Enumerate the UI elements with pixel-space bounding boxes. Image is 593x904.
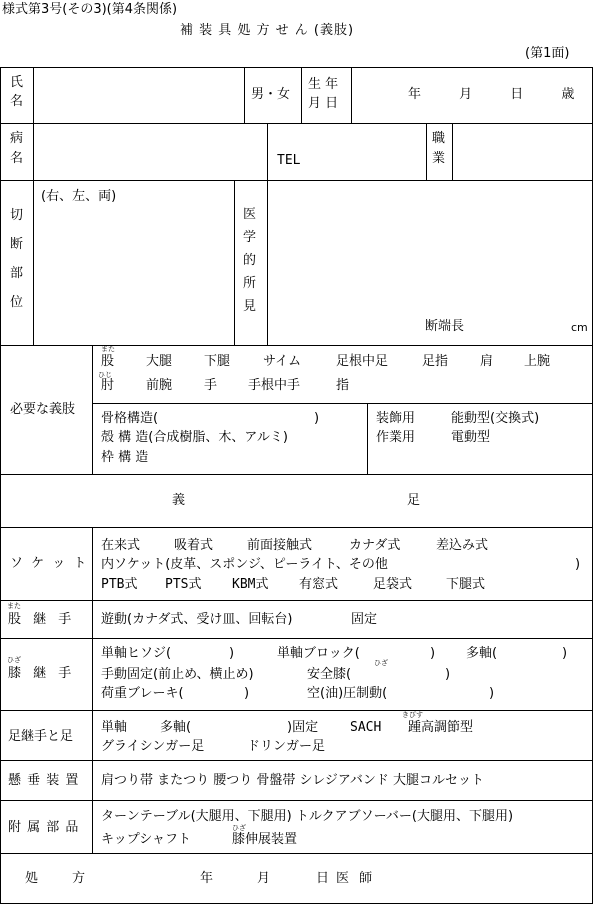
birth-label-bottom: 月 日 — [308, 96, 339, 111]
hip-fixed[interactable]: 固定 — [351, 612, 378, 627]
purpose-active[interactable]: 能動型(交換式) — [451, 411, 540, 426]
socket-tabi[interactable]: 足袋式 — [373, 577, 413, 592]
birth-label-top: 生 年 — [308, 77, 339, 92]
elbow-ruby: ひじ — [98, 371, 112, 379]
limb-option-shoulder[interactable]: 肩 — [480, 354, 494, 369]
structure-shell[interactable]: 殻 構 造(合成樹脂、木、アルミ) — [101, 430, 288, 445]
occupation-label: 職 業 — [432, 131, 446, 166]
hip-free[interactable]: 遊動(カナダ式、受け皿、回転台) — [101, 612, 293, 627]
knee-single-block[interactable]: 単軸ブロック( — [277, 646, 360, 661]
knee-weight-brake[interactable]: 荷重ブレーキ( — [101, 686, 184, 701]
limb-option-carpometacarpal[interactable]: 手根中手 — [248, 378, 301, 393]
structure-skeletal[interactable]: 骨格構造( — [101, 411, 159, 426]
accessories-kip-shaft[interactable]: キップシャフト — [101, 832, 191, 847]
structure-skeletal-close: ) — [314, 411, 320, 426]
limb-option-syme[interactable]: サイム — [263, 354, 302, 369]
socket-kbm[interactable]: KBM式 — [232, 577, 269, 592]
foot-greissinger[interactable]: グライシンガー足 — [101, 739, 205, 754]
limb-option-lower-leg[interactable]: 下腿 — [204, 354, 231, 369]
knee-single-hinge-close: ) — [229, 646, 235, 661]
heel-ruby: きびす — [402, 711, 423, 719]
side-options[interactable]: (右、左、両) — [41, 189, 117, 204]
purpose-cosmetic[interactable]: 装飾用 — [376, 411, 416, 426]
page-title: 補 装 具 処 方 せ ん (義肢) — [180, 23, 355, 38]
structure-frame[interactable]: 枠 構 造 — [101, 450, 149, 465]
foot-multi-axis[interactable]: 多軸( — [160, 720, 192, 735]
knee-pneumatic[interactable]: 空(油)圧制動( — [307, 686, 388, 701]
tel-label: TEL — [277, 153, 301, 168]
knee-single-hinge[interactable]: 単軸ヒソジ( — [101, 646, 172, 661]
limb-option-crotch[interactable]: 股 — [101, 354, 115, 369]
page-indicator: (第1面) — [525, 46, 570, 61]
accessories-knee-extension[interactable]: 膝伸展装置 — [232, 832, 298, 847]
required-limb-label: 必要な義肢 — [10, 402, 76, 417]
limb-option-forearm[interactable]: 前腕 — [146, 378, 173, 393]
foot-fixed[interactable]: )固定 — [287, 720, 319, 735]
purpose-work[interactable]: 作業用 — [376, 430, 416, 445]
foot-joint-label: 足継手と足 — [8, 729, 74, 744]
suspension-label: 懸 垂 装 置 — [8, 773, 80, 788]
socket-canadian[interactable]: カナダ式 — [349, 538, 401, 553]
socket-window[interactable]: 有窓式 — [299, 577, 339, 592]
knee-joint-label: 膝 継 手 — [8, 666, 76, 681]
limb-option-tarsometatarsal[interactable]: 足根中足 — [336, 354, 389, 369]
form-number: 様式第3号(その3)(第4条関係) — [2, 2, 178, 17]
hip-joint-label: 股 継 手 — [8, 612, 76, 627]
limb-option-thigh[interactable]: 大腿 — [146, 354, 173, 369]
knee-safety[interactable]: 安全膝( — [307, 667, 352, 682]
foot-heel-adjustable[interactable]: 踵高調節型 — [408, 720, 474, 735]
socket-inner-close: ) — [575, 557, 581, 572]
accessories-label: 附 属 部 品 — [8, 820, 80, 835]
knee-pneumatic-close: ) — [489, 686, 495, 701]
foot-single-axis[interactable]: 単軸 — [101, 720, 128, 735]
socket-lower-leg[interactable]: 下腿式 — [446, 577, 486, 592]
socket-inner[interactable]: 内ソケット(皮革、スポンジ、ピーライト、その他 — [101, 557, 388, 572]
hip-ruby: また — [7, 602, 21, 610]
amputation-label: 切 断 部 位 — [10, 208, 24, 310]
knee-polycentric[interactable]: 多軸( — [466, 646, 498, 661]
limb-option-finger[interactable]: 指 — [336, 378, 350, 393]
safety-knee-ruby: ひざ — [374, 659, 388, 667]
prescription-label-2: 方 — [72, 871, 86, 886]
findings-label: 医 学 的 所 見 — [243, 207, 257, 314]
socket-conventional[interactable]: 在来式 — [101, 538, 141, 553]
purpose-electric[interactable]: 電動型 — [451, 430, 491, 445]
accessories-line1[interactable]: ターンテーブル(大腿用、下腿用) トルクアブソーバー(大腿用、下腿用) — [101, 809, 514, 824]
knee-ruby: ひざ — [7, 656, 21, 664]
footer-month: 月 — [257, 871, 271, 886]
knee-manual-lock[interactable]: 手動固定(前止め、横止め) — [101, 667, 254, 682]
knee-polycentric-close: ) — [562, 646, 568, 661]
socket-anterior[interactable]: 前面接触式 — [247, 538, 313, 553]
limb-option-upper-arm[interactable]: 上腕 — [524, 354, 551, 369]
socket-pts[interactable]: PTS式 — [165, 577, 202, 592]
birth-age-field[interactable]: 年 月 日 歳 — [408, 87, 575, 102]
footer-year: 年 — [200, 871, 214, 886]
limb-option-elbow[interactable]: 肘 — [101, 378, 115, 393]
knee-single-block-close: ) — [430, 646, 436, 661]
knee-safety-close: ) — [445, 667, 451, 682]
name-label: 氏 名 — [10, 75, 24, 109]
leg-header-left: 義 — [172, 493, 186, 508]
knee-weight-brake-close: ) — [244, 686, 250, 701]
stump-length-unit: cm — [571, 321, 588, 334]
disease-label: 病 名 — [10, 131, 24, 166]
stump-length-label: 断端長 — [425, 319, 465, 334]
socket-label: ソ ケ ッ ト — [10, 556, 89, 571]
prescription-label-1: 処 — [25, 871, 39, 886]
knee-extension-ruby: ひざ — [232, 824, 246, 832]
limb-option-toe[interactable]: 足指 — [422, 354, 449, 369]
leg-header-right: 足 — [407, 493, 421, 508]
limb-option-hand[interactable]: 手 — [204, 378, 218, 393]
doctor-label: 医 師 — [336, 871, 376, 886]
foot-dollinger[interactable]: ドリンガー足 — [247, 739, 326, 754]
socket-insert[interactable]: 差込み式 — [436, 538, 489, 553]
footer-day: 日 — [316, 871, 330, 886]
socket-ptb[interactable]: PTB式 — [101, 577, 138, 592]
socket-suction[interactable]: 吸着式 — [174, 538, 214, 553]
suspension-options[interactable]: 肩つり帯 またつり 腰つり 骨盤帯 シレジアバンド 大腿コルセット — [101, 773, 484, 788]
foot-sach[interactable]: SACH — [350, 720, 382, 735]
crotch-ruby: また — [101, 345, 115, 353]
gender-field[interactable]: 男・女 — [251, 87, 291, 102]
